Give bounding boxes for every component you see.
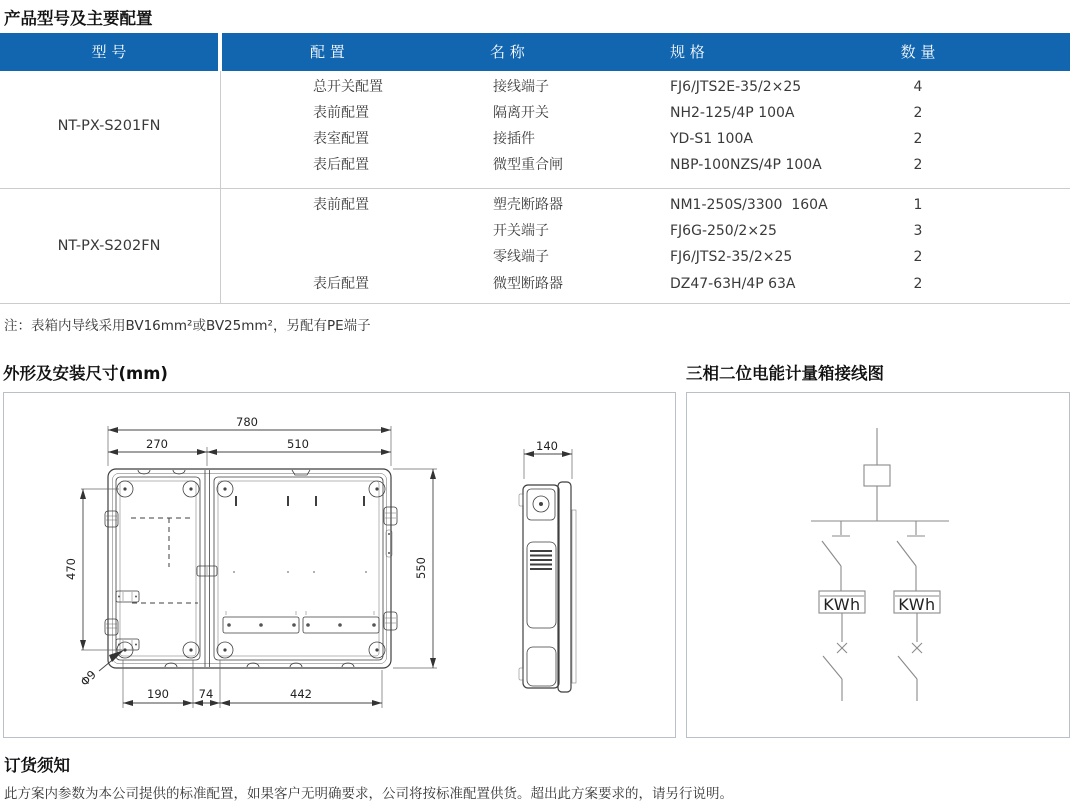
terminal-strips: [223, 611, 379, 633]
dim-label-total-width: 780: [236, 415, 258, 429]
column-header-name: 名 称: [490, 43, 525, 61]
column-header-model: 型 号: [91, 43, 127, 61]
model-name: NT-PX-S202FN: [57, 238, 161, 254]
cell-qty: 2: [913, 105, 923, 121]
branch-b: [894, 521, 940, 701]
cell-qty: 2: [913, 249, 923, 265]
meter-label: KWh: [823, 595, 861, 614]
table-row: [0, 126, 1070, 152]
cell-name: 微型重合闸: [493, 157, 563, 173]
page-title: 产品型号及主要配置: [4, 9, 153, 28]
cell-config: 表后配置: [313, 157, 369, 173]
dim-label-bottom-left: 190: [147, 687, 169, 701]
cell-spec: NM1-250S/3300 160A: [670, 197, 828, 213]
row-separator: [0, 188, 1070, 189]
cell-spec: NH2-125/4P 100A: [670, 105, 795, 121]
mounting-ticks: [233, 496, 367, 573]
cell-name: 接线端子: [493, 79, 549, 95]
table-row: [0, 74, 1070, 100]
cell-qty: 2: [913, 276, 923, 292]
dim-label-hole: Φ9: [77, 667, 99, 689]
cell-qty: 2: [913, 157, 923, 173]
main-breaker-symbol: [864, 465, 890, 486]
cell-name: 接插件: [493, 131, 535, 147]
side-view: [519, 482, 576, 692]
dim-label-total-height: 550: [414, 557, 428, 579]
cell-qty: 1: [913, 197, 923, 213]
cell-config: 表室配置: [313, 131, 369, 147]
footer-text: 此方案内参数为本公司提供的标准配置，如果客户无明确要求，公司将按标准配置供货。超出此方案要求的，请另行说明。: [4, 786, 733, 802]
meter-window-dashed: [131, 518, 198, 603]
table-note: 注：表箱内导线采用BV16mm²或BV25mm²，另配有PE端子: [4, 318, 371, 334]
front-view: [105, 469, 397, 668]
column-separator: [220, 71, 221, 303]
dimension-drawing: [4, 393, 675, 737]
hinges: [105, 507, 397, 635]
cell-spec: FJ6/JTS2E-35/2×25: [670, 79, 802, 95]
footer-title: 订货须知: [4, 756, 70, 775]
column-header-config: 配 置: [310, 43, 345, 61]
column-header-qty: 数 量: [900, 43, 936, 61]
column-header-spec: 规 格: [670, 43, 705, 61]
cell-config: 表前配置: [313, 105, 369, 121]
cell-spec: NBP-100NZS/4P 100A: [670, 157, 822, 173]
cell-spec: FJ6G-250/2×25: [670, 223, 777, 239]
table-row: [0, 100, 1070, 126]
table-row: [0, 152, 1070, 178]
vent-slats: [530, 551, 552, 569]
cell-name: 塑壳断路器: [493, 197, 563, 213]
dim-label-bottom-mid: 74: [198, 687, 214, 701]
cell-spec: FJ6/JTS2-35/2×25: [670, 249, 793, 265]
wiring-diagram: [687, 393, 1069, 737]
model-name: NT-PX-S201FN: [57, 118, 161, 134]
wiring-diagram-panel: [686, 392, 1070, 738]
cell-qty: 2: [913, 131, 923, 147]
section-title-dimensions: 外形及安装尺寸(mm): [3, 364, 168, 383]
table-row: [0, 218, 1070, 244]
table-row: [0, 244, 1070, 270]
cell-spec: YD-S1 100A: [670, 131, 753, 147]
dim-label-depth: 140: [536, 439, 558, 453]
cell-config: 表后配置: [313, 276, 369, 292]
dim-label-left-width: 270: [146, 437, 168, 451]
dim-label-mount-height: 470: [64, 558, 78, 580]
cell-qty: 3: [913, 223, 923, 239]
table-header-bar-main: [222, 33, 1070, 71]
section-title-wiring: 三相二位电能计量箱接线图: [686, 364, 884, 383]
cell-config: 总开关配置: [313, 79, 383, 95]
table-row: [0, 192, 1070, 218]
table-bottom-separator: [0, 303, 1070, 304]
cell-name: 微型断路器: [493, 276, 563, 292]
dim-label-right-width: 510: [287, 437, 309, 451]
cell-name: 隔离开关: [493, 105, 549, 121]
label-plates: [116, 591, 139, 650]
dimension-lines: [64, 415, 572, 708]
cell-spec: DZ47-63H/4P 63A: [670, 276, 796, 292]
cell-config: 表前配置: [313, 197, 369, 213]
meter-label: KWh: [898, 595, 936, 614]
one-line-diagram: [811, 428, 949, 701]
corner-screws: [117, 481, 385, 658]
branch-a: [819, 521, 865, 701]
cell-name: 开关端子: [493, 223, 549, 239]
cell-name: 零线端子: [493, 249, 549, 265]
table-row: [0, 271, 1070, 297]
dimension-drawing-panel: [3, 392, 676, 738]
dim-label-bottom-right: 442: [290, 687, 312, 701]
cell-qty: 4: [913, 79, 923, 95]
